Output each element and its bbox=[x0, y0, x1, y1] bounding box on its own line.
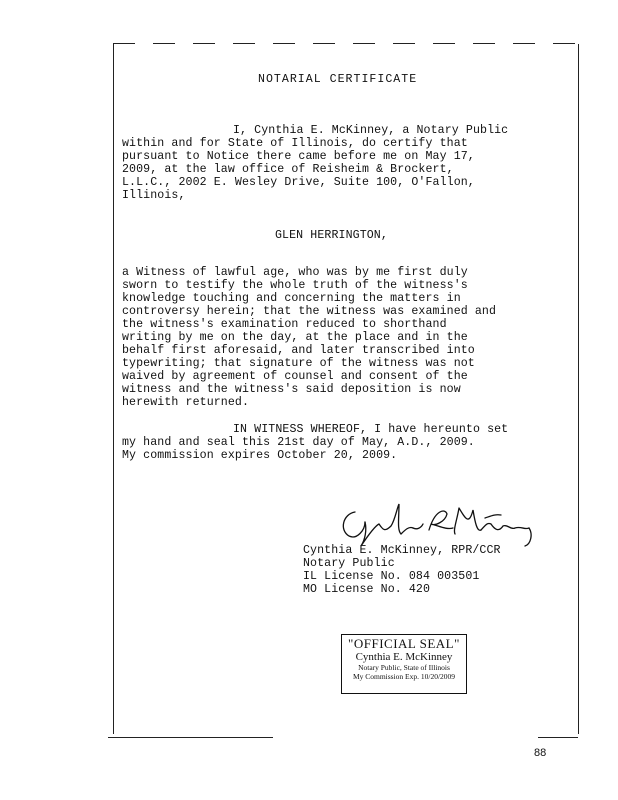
text-line: MO License No. 420 bbox=[303, 583, 431, 596]
text-line: within and for State of Illinois, do certify that bbox=[122, 137, 468, 150]
text-line: sworn to testify the whole truth of the witness's bbox=[122, 279, 468, 292]
seal-heading: "OFFICIAL SEAL" bbox=[348, 636, 460, 651]
bottom-right-mark bbox=[538, 737, 578, 738]
seal-expiration: My Commission Exp. 10/20/2009 bbox=[352, 672, 456, 681]
text-line: My commission expires October 20, 2009. bbox=[122, 449, 398, 462]
seal-state: Notary Public, State of Illinois bbox=[358, 663, 450, 672]
page-number: 88 bbox=[534, 747, 547, 759]
text-line: pursuant to Notice there came before me on May 17, bbox=[122, 150, 475, 163]
text-line: I, Cynthia E. McKinney, a Notary Public bbox=[233, 124, 509, 137]
text-line: controversy herein; that the witness was examined and bbox=[122, 305, 497, 318]
text-line: waived by agreement of counsel and consent of the bbox=[122, 370, 468, 383]
text-line: herewith returned. bbox=[122, 396, 250, 409]
text-line: L.L.C., 2002 E. Wesley Drive, Suite 100, O'Fallon, bbox=[122, 176, 475, 189]
text-line: Illinois, bbox=[122, 189, 186, 202]
text-line: 2009, at the law office of Reisheim & Brockert, bbox=[122, 163, 454, 176]
text-line: typewriting; that signature of the witness was not bbox=[122, 357, 475, 370]
seal-name: Cynthia E. McKinney bbox=[355, 651, 453, 663]
text-line: IN WITNESS WHEREOF, I have hereunto set bbox=[233, 423, 509, 436]
notary-seal-stamp bbox=[341, 634, 467, 694]
text-line: writing by me on the day, at the place and in the bbox=[122, 331, 468, 344]
handwritten-signature bbox=[335, 500, 545, 550]
witness-name: GLEN HERRINGTON, bbox=[275, 229, 388, 242]
top-border-line bbox=[113, 43, 581, 44]
text-line: knowledge touching and concerning the matters in bbox=[122, 292, 461, 305]
text-line: my hand and seal this 21st day of May, A.D., 2009. bbox=[122, 436, 475, 449]
text-line: IL License No. 084 003501 bbox=[303, 570, 480, 583]
left-border-line bbox=[113, 44, 114, 734]
text-line: Cynthia E. McKinney, RPR/CCR bbox=[303, 544, 501, 557]
text-line: Notary Public bbox=[303, 557, 395, 570]
text-line: a Witness of lawful age, who was by me first duly bbox=[122, 266, 468, 279]
bottom-left-line bbox=[108, 737, 273, 738]
right-border-line bbox=[578, 44, 579, 734]
text-line: witness and the witness's said deposition is now bbox=[122, 383, 461, 396]
text-line: behalf first aforesaid, and later transcribed into bbox=[122, 344, 475, 357]
certificate-title: NOTARIAL CERTIFICATE bbox=[258, 73, 418, 86]
text-line: the witness's examination reduced to shorthand bbox=[122, 318, 447, 331]
